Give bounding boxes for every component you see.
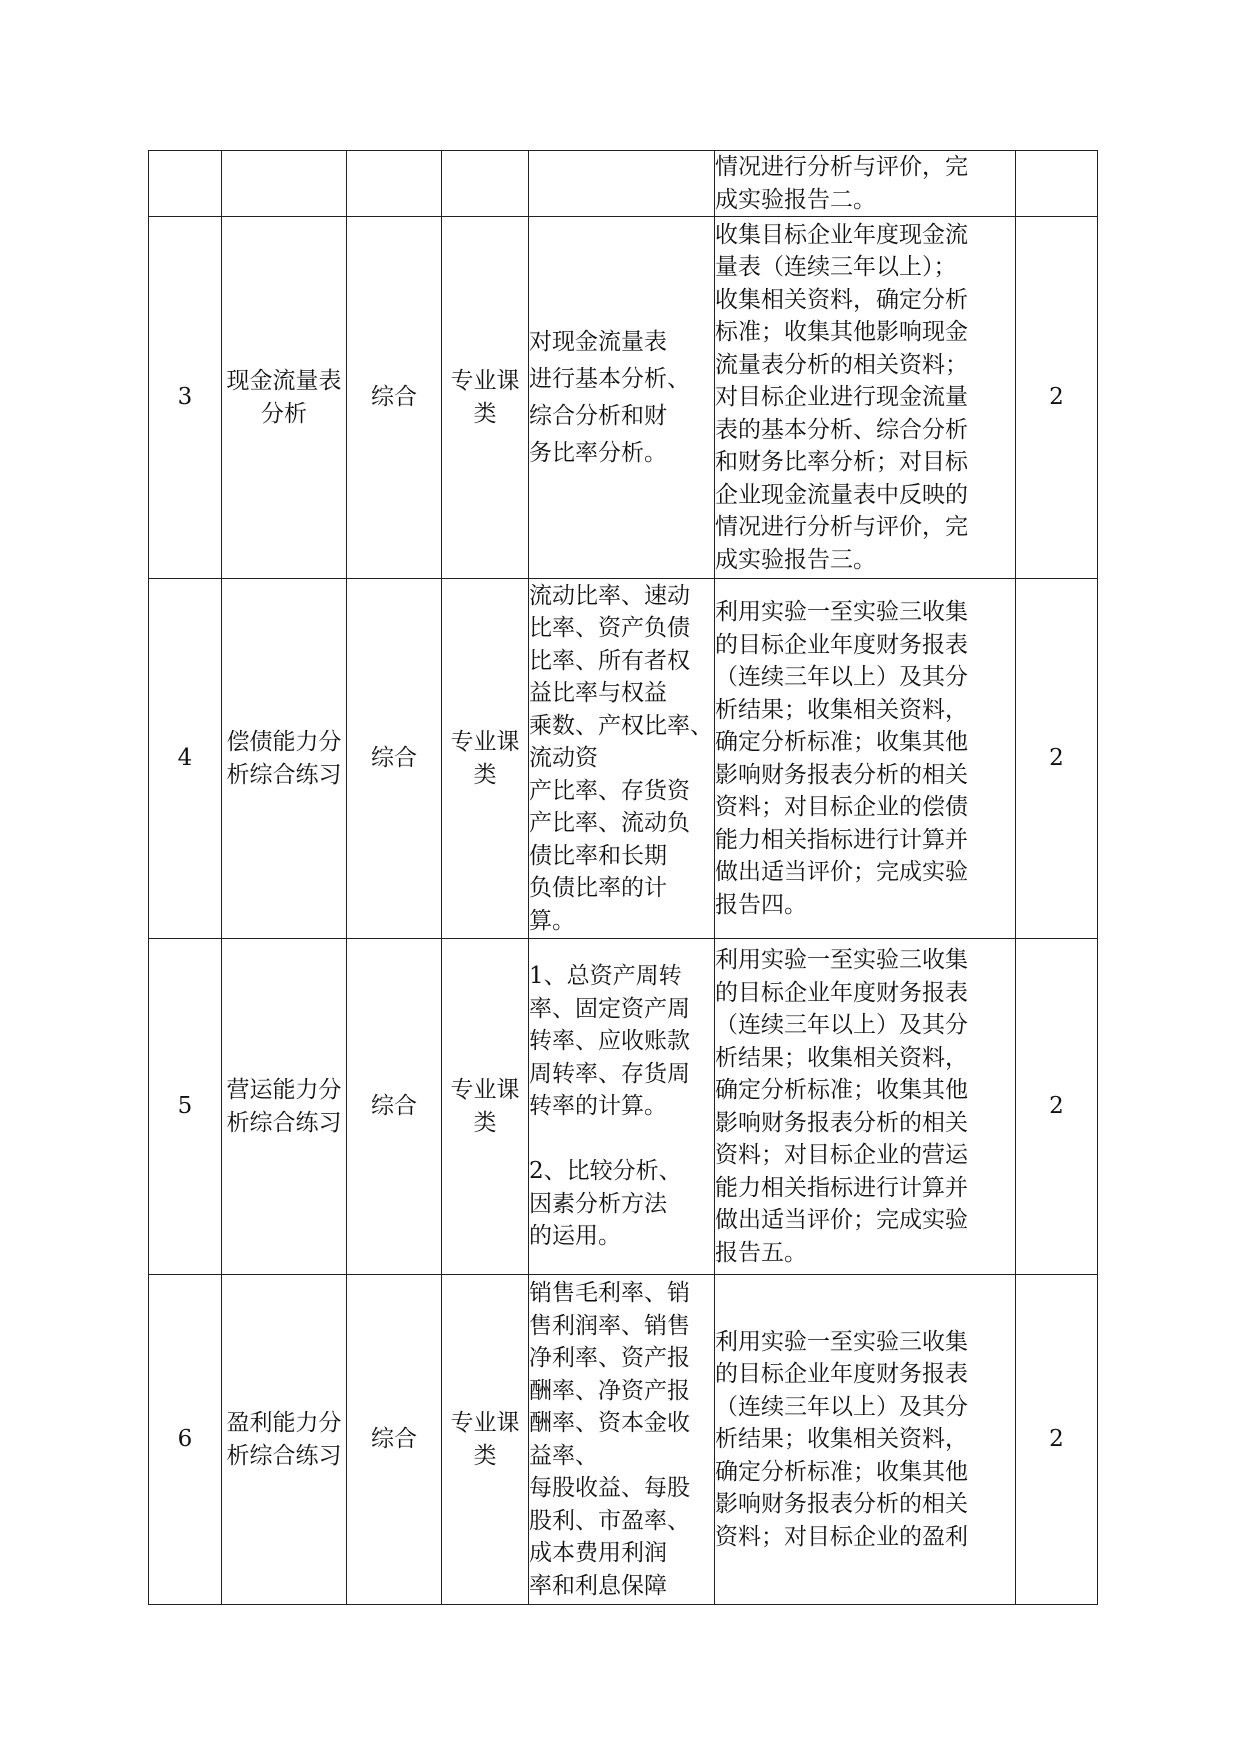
content-line: 转率的计算。 xyxy=(529,1093,667,1120)
content-line: 对现金流量表 xyxy=(529,328,667,355)
cell-number xyxy=(149,151,222,217)
cell-name: 偿债能力分析综合练习 xyxy=(222,579,347,939)
requirement-line: 影响财务报表分析的相关 xyxy=(715,761,968,788)
content-line: 转率、应收账款 xyxy=(529,1028,690,1055)
requirement-line: 对目标企业进行现金流量 xyxy=(715,384,968,411)
requirement-line: 能力相关指标进行计算并 xyxy=(715,826,968,853)
content-gap xyxy=(529,1123,714,1156)
cell-content xyxy=(529,579,715,939)
cell-category: 专业课类 xyxy=(442,939,529,1275)
content-line: 负债比率的计 xyxy=(529,875,667,902)
requirement-line: 能力相关指标进行计算并 xyxy=(715,1174,968,1201)
content-line: 流动比率、速动 xyxy=(529,582,690,609)
content-line: 比率、所有者权 xyxy=(529,647,690,674)
content-line: 比率、资产负债 xyxy=(529,615,690,642)
requirement-line: 做出适当评价；完成实验 xyxy=(715,859,968,885)
requirement-line: 做出适当评价；完成实验 xyxy=(715,1207,968,1233)
cell-hours: 2 xyxy=(1016,579,1098,939)
cell-content xyxy=(529,1275,715,1605)
content-line: 成本费用利润 xyxy=(529,1540,667,1566)
content-line: 算。 xyxy=(529,907,575,934)
requirement-line: 资料；对目标企业的盈利 xyxy=(715,1523,968,1550)
cell-requirement xyxy=(715,579,1016,939)
requirement-line: 和财务比率分析；对目标 xyxy=(715,449,968,476)
requirement-line: 析结果；收集相关资料， xyxy=(715,1426,968,1453)
requirement-line: 资料；对目标企业的营运 xyxy=(715,1142,968,1168)
cell-hours: 2 xyxy=(1016,939,1098,1275)
cell-name: 营运能力分析综合练习 xyxy=(222,939,347,1275)
table-row xyxy=(149,939,1098,1275)
requirement-line: 影响财务报表分析的相关 xyxy=(715,1491,968,1518)
content-line: 净利率、资产报 xyxy=(529,1345,690,1371)
requirement-line: 确定分析标准；收集其他 xyxy=(715,1077,968,1103)
cell-category: 专业课类 xyxy=(442,1275,529,1605)
requirement-line: 成实验报告三。 xyxy=(715,546,876,573)
requirement-line: （连续三年以上）及其分 xyxy=(715,1393,968,1420)
cell-requirement xyxy=(715,217,1016,579)
content-line: 进行基本分析、 xyxy=(529,365,690,392)
table-row xyxy=(149,579,1098,939)
content-line: 1、总资产周转 xyxy=(529,963,682,990)
content-line: 酬率、资本金收 xyxy=(529,1410,690,1436)
requirement-line: 确定分析标准；收集其他 xyxy=(715,1458,968,1485)
content-line: 债比率和长期 xyxy=(529,842,667,869)
cell-category: 专业课类 xyxy=(442,217,529,579)
requirement-line: （连续三年以上）及其分 xyxy=(715,1012,968,1038)
requirement-line: 报告四。 xyxy=(715,891,807,918)
cell-name: 盈利能力分析综合练习 xyxy=(222,1275,347,1605)
requirement-line: 利用实验一至实验三收集 xyxy=(715,599,968,625)
table-row xyxy=(149,217,1098,579)
content-line: 益比率与权益 xyxy=(529,680,667,707)
requirement-line: 标准；收集其他影响现金 xyxy=(715,319,968,346)
requirement-line: 的目标企业年度财务报表 xyxy=(715,631,968,658)
cell-content xyxy=(529,939,715,1275)
content-line: 的运用。 xyxy=(529,1223,621,1250)
requirement-line: （连续三年以上）及其分 xyxy=(715,664,968,690)
requirement-line: 表的基本分析、综合分析 xyxy=(715,416,968,443)
cell-number: 5 xyxy=(149,939,222,1275)
cell-hours: 2 xyxy=(1016,217,1098,579)
requirement-line: 情况进行分析与评价，完 xyxy=(715,154,968,180)
requirement-line: 情况进行分析与评价，完 xyxy=(715,514,968,541)
requirement-line: 收集相关资料，确定分析 xyxy=(715,286,968,313)
cell-number: 3 xyxy=(149,217,222,579)
content-line: 产比率、流动负 xyxy=(529,810,690,837)
cell-type: 综合 xyxy=(347,579,442,939)
content-line: 销售毛利率、销 xyxy=(529,1280,690,1306)
requirement-line: 报告五。 xyxy=(715,1239,807,1266)
cell-requirement xyxy=(715,939,1016,1275)
content-line: 2、比较分析、 xyxy=(529,1158,682,1185)
content-line: 务比率分析。 xyxy=(529,439,667,466)
cell-content xyxy=(529,151,715,217)
cell-type: 综合 xyxy=(347,939,442,1275)
content-line: 流动资 xyxy=(529,745,598,772)
requirement-line: 利用实验一至实验三收集 xyxy=(715,947,968,973)
cell-hours xyxy=(1016,151,1098,217)
content-line: 益率、 xyxy=(529,1442,598,1469)
cell-type: 综合 xyxy=(347,1275,442,1605)
cell-type xyxy=(347,151,442,217)
cell-requirement xyxy=(715,1275,1016,1605)
cell-category xyxy=(442,151,529,217)
requirement-line: 利用实验一至实验三收集 xyxy=(715,1328,968,1355)
cell-hours: 2 xyxy=(1016,1275,1098,1605)
cell-content xyxy=(529,217,715,579)
content-line: 产比率、存货资 xyxy=(529,777,690,804)
content-line: 售利润率、销售 xyxy=(529,1312,690,1339)
table-row xyxy=(149,1275,1098,1605)
content-line: 率、固定资产周 xyxy=(529,995,690,1022)
requirement-line: 资料；对目标企业的偿债 xyxy=(715,794,968,820)
cell-category: 专业课类 xyxy=(442,579,529,939)
content-line: 综合分析和财 xyxy=(529,402,667,429)
cell-number: 6 xyxy=(149,1275,222,1605)
cell-name xyxy=(222,151,347,217)
requirement-line: 的目标企业年度财务报表 xyxy=(715,979,968,1006)
experiment-table xyxy=(148,150,1098,1605)
table-row xyxy=(149,151,1098,217)
requirement-line: 析结果；收集相关资料， xyxy=(715,696,968,723)
cell-name: 现金流量表分析 xyxy=(222,217,347,579)
content-line: 周转率、存货周 xyxy=(529,1060,690,1087)
requirement-line: 析结果；收集相关资料， xyxy=(715,1044,968,1071)
requirement-line: 流量表分析的相关资料； xyxy=(715,351,968,378)
requirement-line: 确定分析标准；收集其他 xyxy=(715,729,968,755)
requirement-line: 企业现金流量表中反映的 xyxy=(715,481,968,508)
content-line: 率和利息保障 xyxy=(529,1572,667,1599)
content-line: 每股收益、每股 xyxy=(529,1475,690,1501)
cell-number: 4 xyxy=(149,579,222,939)
requirement-line: 成实验报告二。 xyxy=(715,186,876,213)
cell-requirement xyxy=(715,151,1016,217)
requirement-line: 收集目标企业年度现金流 xyxy=(715,221,968,248)
content-line: 股利、市盈率、 xyxy=(529,1507,690,1534)
cell-type: 综合 xyxy=(347,217,442,579)
requirement-line: 影响财务报表分析的相关 xyxy=(715,1109,968,1136)
requirement-line: 的目标企业年度财务报表 xyxy=(715,1361,968,1388)
content-line: 因素分析方法 xyxy=(529,1190,667,1217)
content-line: 酬率、净资产报 xyxy=(529,1377,690,1404)
requirement-line: 量表（连续三年以上）； xyxy=(715,254,957,281)
content-line: 乘数、产权比率、 xyxy=(529,712,713,739)
